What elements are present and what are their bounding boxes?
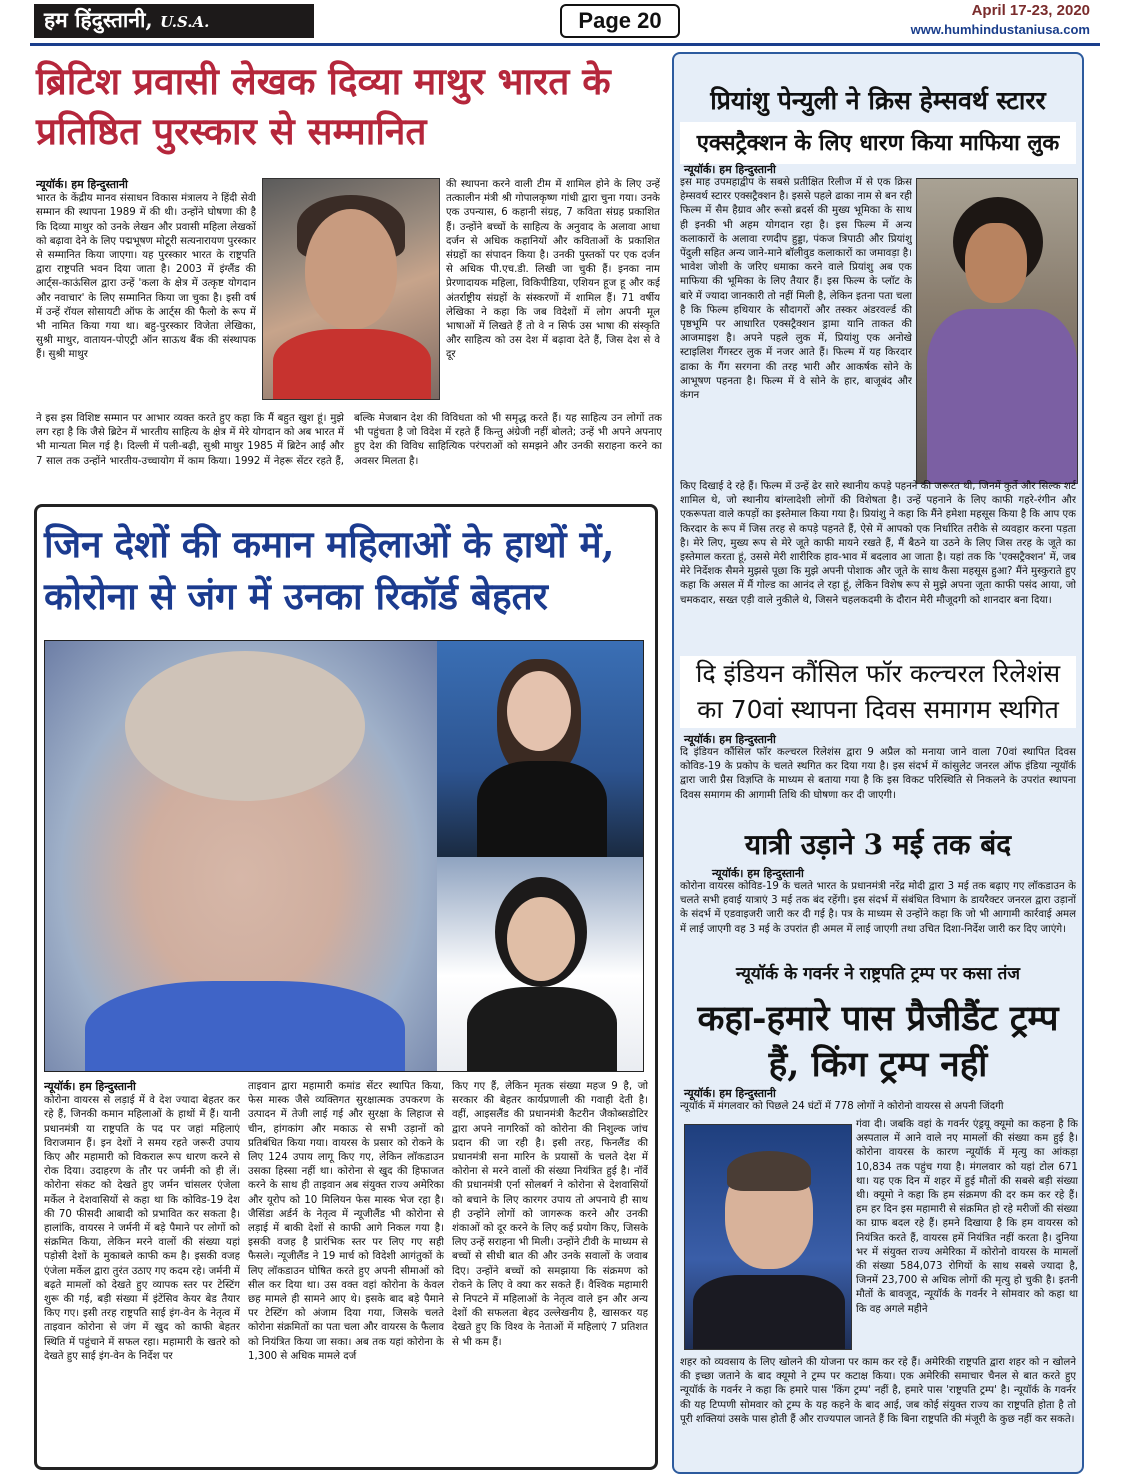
photo-tsai	[437, 857, 644, 1072]
photo-merkel	[45, 641, 437, 1072]
photo-ardern	[437, 641, 644, 857]
article6-byline: न्यूयॉर्क। हम हिन्दुस्तानी	[684, 1087, 776, 1100]
masthead	[0, 0, 1135, 44]
page-number: Page 20	[560, 4, 680, 38]
article2-col1-text: कोरोना वायरस से लड़ाई में वे देश ज्यादा बेहतर कर रहे हैं, जिनकी कमान महिलाओं के हाथों में हैं। यानी प्रधानमंत्री या राष्ट्रपति के पद पर जहां महिलाएं विराजमान हैं। इन देशों ने समय रहते जरूरी उपाय किए और महामारी को विकराल रूप धारण करने से रोक दिया। उदाहरण के तौर पर जर्मनी को ही लें। कोरोना संकट को देखते हुए जर्मन चांसलर एंजेला मर्केल ने देशवासियों से कहा था कि कोविड-19 देश की 70 फीसदी आबादी को प्रभावित कर सकता है। हालांकि, वायरस ने जर्मनी में बड़े पैमाने पर लोगों को संक्रमित किया, लेकिन मरने वालों की संख्या यहां पड़ोसी देशों के मुकाबले काफी कम है। इसकी वजह एंजेला मर्केल द्वारा तुरंत उठाए गए कदम रहे। जर्मनी में बढ़ते मामलों को देखते हुए व्यापक स्तर पर टेस्टिंग शुरू की गई, बड़ी संख्या में इंटेंसिव केयर बेड तैयार किए गए। इसी तरह राष्ट्रपति साई इंग-वेन के नेतृत्व में ताइवान कोरोना से जंग में खुद को काफी बेहतर स्थिति में पहुंचाने में सफल रहा। महामारी के खतरे को देखते हुए साई इंग-वेन के निर्देश पर	[44, 1095, 240, 1362]
article1-col1b: ने इस इस विशिष्ट सम्मान पर आभार व्यक्त करते हुए कहा कि मैं बहुत खुश हूं। मुझे लग रहा है कि जैसे ब्रिटेन में भारतीय साहित्य के क्षेत्र में मेरे योगदान को अब भारत में भी मान्यता मिल गई है। दिल्ली में पली-बढ़ी, सुश्री माथुर 1985 में ब्रिटेन आईं और 7 साल तक उन्होंने भारतीय-उच्चायोग में काम किया। 1992 में नेहरू सेंटर रहते हैं, बल्कि मेजबान देश की विविधता को भी समृद्ध करते हैं। यह साहित्य उन लोगों तक भी पहुंचता है जो विदेश में रहते हैं किन्तु अंग्रेजी नहीं बोलते; उन्हें भी अपने अपनाए हुए देश की विविध साहित्यिक परंपराओं को समझने और उनकी सराहना करने का अवसर मिलता है।	[36, 413, 662, 467]
article1-byline: न्यूयॉर्क। हम हिन्दुस्तानी	[36, 178, 128, 191]
logo-text: हम हिंदुस्तानी,	[44, 7, 153, 32]
website-link[interactable]: www.humhindustaniusa.com	[910, 22, 1090, 37]
article2-col2: ताइवान द्वारा महामारी कमांड सेंटर स्थापित किया, फेस मास्क जैसे व्यक्तिगत सुरक्षात्मक उपकरण के उत्पादन में तेजी लाई गई और सुरक्षा के लिहाज से चीन, हांगकांग और मकाऊ से सभी उड़ानों को प्रतिबंधित किया गया। वायरस के प्रसार को रोकने के लिए 124 उपाय लागू किए गए, लेकिन लॉकडाउन उसका हिस्सा नहीं था। कोरोना से खुद की हिफाजत करने के साथ ही ताइवान अब संयुक्त राज्य अमेरिका और यूरोप को 10 मिलियन फेस मास्क भेज रहा है। जैसिंडा अर्डर्न के नेतृत्व में न्यूजीलैंड भी कोरोना से लड़ाई में बाकी देशों से काफी आगे निकल गया है। इसकी वजह है प्रारंभिक स्तर पर लिए गए सही फैसले। न्यूजीलैंड ने 19 मार्च को विदेशी आगंतुकों के लिए लॉकडाउन घोषित करते हुए अपनी सीमाओं को सील कर दिया था। उस वक्त वहां कोरोना के केवल छह मामले ही सामने आए थे। इसके बाद बड़े पैमाने पर टेस्टिंग को अंजाम दिया गया, जिसके चलते कोरोना संक्रमितों का पता चला और वायरस के फैलाव को नियंत्रित किया जा सका। अब तक यहां कोरोना के 1,300 से अधिक मामले दर्ज	[248, 1081, 444, 1362]
article2-byline: न्यूयॉर्क। हम हिन्दुस्तानी	[44, 1080, 136, 1093]
article1-col1-text: भारत के केंद्रीय मानव संसाधन विकास मंत्रालय ने हिंदी सेवी सम्मान की स्थापना 1989 में की थी। उन्होंने घोषणा की है कि दिव्या माथुर को उनके लेखन और प्रवासी महिला लेखकों को बढ़ावा देने के लिए पद्मभूषण मोटूरी सत्यनारायण पुरस्कार से सम्मानित किया जाएगा। यह पुरस्कार भारत के राष्ट्रपति द्वारा राष्ट्रपति भवन दिया जाता है। 2003 में इंग्लैंड की आर्ट्स-काऊंसिल द्वारा उन्हें 'कला के क्षेत्र में उत्कृष्ट योगदान और नवाचार' के लिए सम्मानित किया जा चुका है। इसी वर्ष में उन्हें रॉयल सोसायटी ऑफ के आर्ट्स की फैलो के रूप में भी नामित किया गया था। बहु-पुरस्कार विजेता लेखिका, सुश्री माथुर, वातायन-पोएट्री ऑन साऊथ बैंक की संस्थापक हैं। सुश्री माथुर	[36, 193, 256, 361]
article5-headline: यात्री उड़ाने 3 मई तक बंद	[744, 828, 1012, 861]
issue-date: April 17-23, 2020	[971, 2, 1090, 19]
masthead-rule	[30, 43, 1100, 46]
article4-headline: दि इंडियन कौंसिल फॉर कल्चरल रिलेशंस का 70वां स्थापना दिवस समागम स्थगित	[680, 656, 1076, 728]
article2-headline: जिन देशों की कमान महिलाओं के हाथों में, कोरोना से जंग में उनका रिकॉर्ड बेहतर	[44, 522, 615, 618]
article6-body3: शहर को व्यवसाय के लिए खोलने की योजना पर काम कर रहे हैं। अमेरिकी राष्ट्रपति द्वारा शहर को न खोलने की इच्छा जताने के बाद क्यूमो ने ट्रम्प पर कटाक्ष किया। एक अमेरिकी समाचार चैनल से बात करते हुए न्यूयॉर्क के गवर्नर ने कहा कि हमारे पास 'किंग ट्रम्प' नहीं है, हमारे पास 'राष्ट्रपति ट्रम्प' है। न्यूयॉर्क के गवर्नर की यह टिप्पणी सोमवार को ट्रम्प के यह कहने के बाद आई, जब कोई संयुक्त राज्य का राष्ट्रपति होता है तो पूरी शक्तियां उसके पास होती हैं और राज्यपाल जानते हैं कि बिना राष्ट्रपति की मंजूरी के कुछ नहीं कर सकते।	[680, 1357, 1076, 1425]
article6-body2: गंवा दी। जबकि वहां के गवर्नर एंड्रयू क्यूमो का कहना है कि अस्पताल में आने वाले नए मामलों की संख्या कम हुई है। कोरोना वायरस के कारण न्यूयॉर्क में मृत्यु का आंकड़ा 10,834 तक पहुंच गया है। मंगलवार को यहां टोल 671 था। यह एक दिन में शहर में हुई मौतों की सबसे बड़ी संख्या थी। क्यूमो ने कहा कि हम संक्रमण की दर कम कर रहे हैं। हम हर दिन इस महामारी से संक्रमित हो रहे मरीजों की संख्या का ग्राफ बदल रहे हैं। हमने दिखाया है कि हम वायरस को नियंत्रित करते हैं, वायरस हमें नियंत्रित नहीं करता है। दुनिया भर में संयुक्त राज्य अमेरिका में कोरोनो वायरस के मामलों की संख्या 584,073 रोगियों के साथ सबसे ज्यादा है, जिनमें 23,700 से अधिक लोगों की मृत्यु हो चुकी है। इतनी मौतों के बावजूद, न्यूयॉर्क के गवर्नर ने सोमवार को कहा था कि वह अगले महीने	[856, 1119, 1078, 1315]
article3-headline	[680, 80, 1076, 164]
article4-body: दि इंडियन कौंसिल फॉर कल्चरल रिलेशंस द्वारा 9 अप्रैल को मनाया जाने वाला 70वां स्थापित दिवस कोविड-19 के प्रकोप के चलते स्थगित कर दिया गया है। इस संदर्भ में कांसुलेट जनरल ऑफ इंडिया न्यूयॉर्क द्वारा जारी प्रैस विज्ञप्ति के माध्यम से बताया गया है कि इस विकट परिस्थिति से निकलने के उपरांत स्थापना दिवस समागम की आगामी तिथि की घोषणा कर दी जाएगी।	[680, 747, 1076, 801]
article3-byline: न्यूयॉर्क। हम हिन्दुस्तानी	[684, 163, 776, 176]
logo-sub: U.S.A.	[160, 13, 210, 31]
article2-col3: किए गए हैं, लेकिन मृतक संख्या महज 9 है, जो सरकार की बेहतर कार्यप्रणाली की गवाही देती है। वहीं, आइसलैंड की प्रधानमंत्री कैटरीन जैकोब्सडोटिर द्वारा अपने नागरिकों को कोरोना की निशुल्क जांच प्रदान की जा रही है। इसी तरह, फिनलैंड की प्रधानमंत्री सना मारिन के प्रयासों के चलते देश में कोरोना से मरने वालों की संख्या नियंत्रित हुई है। नॉर्वे की प्रधानमंत्री एर्ना सोलबर्ग ने कोरोना से देशवासियों को बचाने के लिए कारगर उपाय तो अपनाये ही साथ ही उन्होंने लोगों को जागरूक करने और उनकी शंकाओं को दूर करने के लिए कई प्रयोग किए, जिसके लिए उन्हें सराहना भी मिली। उन्होंने टीवी के माध्यम से बच्चों से सीधी बात की और उनके सवालों के जवाब दिए। उन्होंने बच्चों को समझाया कि संक्रमण को रोकने के लिए वे क्या कर सकते हैं। वैश्विक महामारी से निपटने में महिलाओं के नेतृत्व वाले इन और अन्य देशों की सफलता बेहद उल्लेखनीय है, खासकर यह देखते हुए कि विश्व के नेताओं में महिलाएं 7 प्रतिशत से भी कम हैं।	[452, 1081, 648, 1348]
article5-body: कोरोना वायरस कोविड-19 के चलते भारत के प्रधानमंत्री नरेंद्र मोदी द्वारा 3 मई तक बढ़ाए गए लॉकडाउन के चलते सभी हवाई यात्राएं 3 मई तक बंद रहेंगी। इस संदर्भ में संबंधित विभाग के डायरैक्टर जनरल द्वारा उड़ानों के संदर्भ में एडवाइजरी जारी कर दी गई है। पत्र के माध्यम से उन्होंने कहा कि जो भी आगामी कार्रवाई अमल में लाई जाएगी वह 3 मई के उपरांत ही अमल में लाई जाएगी तथा उचित दिशा-निर्देश जारी कर दिए जाएंगे।	[680, 881, 1076, 935]
article1-photo-author	[262, 178, 440, 400]
article3-headline-line1: प्रियांशु पेन्युली ने क्रिस हेम्सवर्थ स्टारर	[710, 86, 1046, 115]
article1-col2: की स्थापना करने वाली टीम में शामिल होने के लिए उन्हें तत्कालीन मंत्री श्री गोपालकृष्ण गांधी द्वारा चुना गया। उनके एक उपन्यास, 6 कहानी संग्रह, 7 कविता संग्रह प्रकाशित हैं। उन्होंने बच्चों के साहित्य के अनुवाद के अलावा आधा दर्जन से अधिक कहानियों और कविताओं के प्रकाशित संग्रहों का संपादन किया है। उनकी पुस्तकों पर एक दर्जन से अधिक पी.एच.डी. लिखी जा चुकी हैं। इनका नाम प्रेरणादायक महिला, विकिपीडिया, एशियन हूज हू और कई अंतर्राष्ट्रीय संग्रहों के संस्करणों में शामिल हैं। 71 वर्षीय लेखिका ने कहा कि जब विदेशों में लोग अपनी मूल भाषाओं में लिखते हैं तो वे न सिर्फ उस भाषा की संस्कृति और साहित्य को उस देश में बढ़ावा देते हैं, जिस देश से वे दूर	[446, 179, 660, 361]
article3-photo-actor	[916, 178, 1078, 484]
article5-byline: न्यूयॉर्क। हम हिन्दुस्तानी	[712, 867, 804, 880]
newspaper-logo	[34, 4, 314, 38]
article2-photo-leaders	[44, 640, 644, 1072]
article3-body1: इस माह उपमहाद्वीप के सबसे प्रतीक्षित रिलीज में से एक क्रिस हेम्सवर्थ स्टारर एक्सट्रैक्शन है। इससे पहले ढाका नाम से बन रही फिल्म में सैम हैग्राव और रूसो ब्रदर्स की मुख्य भूमिका के साथ ही इनकी भी अहम योगदान रहा है। इस फिल्म में अन्य कलाकारों के अलावा रणदीप हुड्डा, पंकज त्रिपाठी और प्रियांशु पेंदुली सहित अन्य जाने-माने बॉलीवुड कलाकारों का जमावड़ा है। भावेश जोशी के जरिए धमाका करने वाले प्रियांशु अब एक माफिया की भूमिका के लिए तैयार हैं। इस फिल्म के प्लॉट के बारे में ज्यादा जानकारी तो नहीं मिली है, लेकिन इतना पता चला है कि फिल्म हथियार के सौदागरों और तस्कर अंडरवर्ल्ड की पृष्ठभूमि पर आधारित एक्सट्रैक्शन ड्रामा यानि ताकत की आजमाइश है। अपने पहले लुक में, प्रियांशु एक अनोखे स्टाइलिश गैंगस्टर लुक में नजर आते हैं। फिल्म में यह किरदार ढाका के गैंग सरगना की तरह भारी और आकर्षक सोने के आभूषण पहनता है। फिल्म में वे सोने के हार, बाजूबंद और कंगन	[680, 177, 912, 402]
article1-col1	[36, 178, 256, 424]
article6-headline: कहा-हमारे पास प्रैजीडैंट ट्रम्प हैं, किंग ट्रम्प नहीं	[697, 998, 1059, 1085]
article1-headline: ब्रिटिश प्रवासी लेखक दिव्या माथुर भारत के प्रतिष्ठित पुरस्कार से सम्मानित	[36, 59, 611, 153]
article6-kicker: न्यूयॉर्क के गवर्नर ने राष्ट्रपति ट्रम्प पर कसा तंज	[736, 964, 1020, 984]
article6-body1: न्यूयॉर्क में मंगलवार को पिछले 24 घंटों में 778 लोगों ने कोरोनो वायरस से अपनी जिंदगी	[680, 1101, 1004, 1112]
article3-headline-line2: एक्सट्रैक्शन के लिए धारण किया माफिया लुक	[680, 122, 1076, 164]
article6-photo-governor	[684, 1124, 852, 1350]
article2-col1	[44, 1080, 240, 1464]
article3-body2: किए दिखाई दे रहे हैं। फिल्म में उन्हें ढेर सारे स्थानीय कपड़े पहनने की जरूरत थी, जिनमें कुर्ते और सिल्क शर्ट शामिल थे, जो स्थानीय बांग्लादेशी लोगों की विशेषता है। उन्हें पहनाने के लिए काफी गहरे-रंगीन और एकरूपता वाले कपड़ों का इस्तेमाल किया गया है। प्रियांशु ने कहा कि मैंने हमेशा महसूस किया है कि आप एक किरदार के रूप में जिस तरह से कपड़े पहनते हैं, ऐसे में आपको एक निर्धारित तरीके से व्यवहार करना पड़ता है। मेरे लिए, मुख्य रूप से मेरे जूते काफी मायने रखते हैं, मैं बैठने या उठने के लिए जिस तरह के जूते का इस्तेमाल करता हूं, उससे मेरी शारीरिक हाव-भाव में बदलाव आ जाता है। यहां तक कि 'एक्सट्रैक्शन' में, जब मेरे निर्देशक सैमने मुझसे पूछा कि मुझे अपनी पोशाक और जूते के साथ कैसा महसूस हुआ? मैंने मुस्कुराते हुए कहा कि असल में मैं गोल्ड का आनंद ले रहा हूं, लेकिन विशेष रूप से मुझे अपना जूता काफी पसंद आया, जो चमकदार, सख्त एड़ी वाले नुकीले थे, जिसने चहलकदमी के दौरान मेरी मौजूदगी को शानदार बना दिया।	[680, 481, 1076, 606]
article4-byline: न्यूयॉर्क। हम हिन्दुस्तानी	[684, 733, 776, 746]
